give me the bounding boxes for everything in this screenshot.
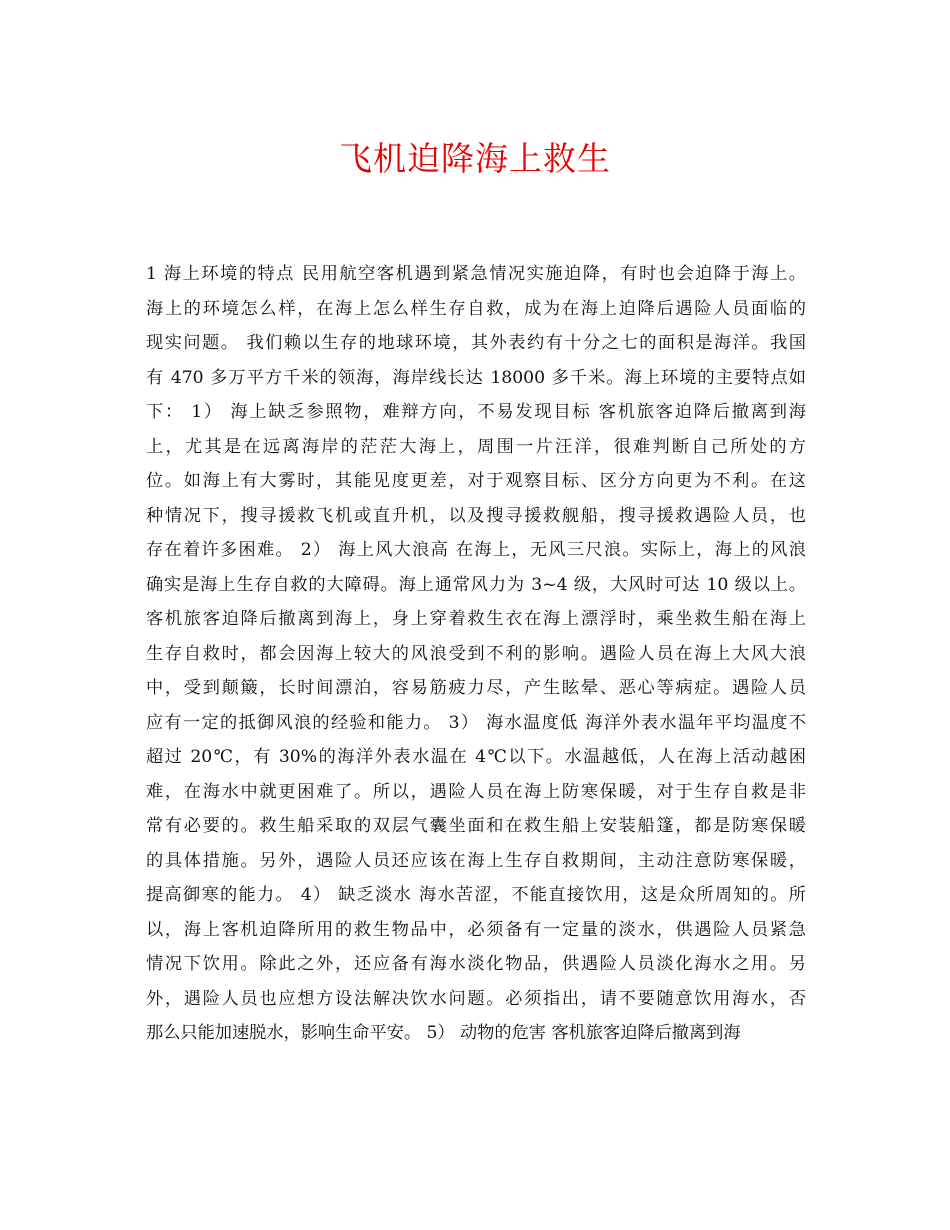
body-line: 上，尤其是在远离海岸的茫茫大海上，周围一片汪洋，很难判断自己所处的方 [146, 436, 806, 457]
body-line: 下： 1） 海上缺乏参照物，难辩方向，不易发现目标 客机旅客迫降后撤离到海 [146, 402, 806, 422]
body-line: 超过 20℃，有 30%的海洋外表水温在 4℃以下。水温越低，人在海上活动越困 [146, 747, 806, 767]
body-line: 的具体措施。另外，遇险人员还应该在海上生存自救期间，主动注意防寒保暖， [146, 850, 806, 871]
document-body [146, 257, 806, 1051]
body-line: 生存自救时，都会因海上较大的风浪受到不利的影响。遇险人员在海上大风大浪 [146, 643, 806, 664]
document-title: 飞机迫降海上救生 [339, 139, 611, 178]
body-line: 种情况下，搜寻援救飞机或直升机，以及搜寻援救舰船，搜寻援救遇险人员，也 [146, 505, 806, 526]
body-line: 中，受到颠簸，长时间漂泊，容易筋疲力尽，产生眩晕、恶心等病症。遇险人员 [146, 678, 806, 698]
body-line: 有 470 多万平方千米的领海，海岸线长达 18000 多千米。海上环境的主要特点如 [146, 367, 806, 388]
body-line: 应有一定的抵御风浪的经验和能力。 3） 海水温度低 海洋外表水温年平均温度不 [146, 712, 806, 733]
body-line: 位。如海上有大雾时，其能见度更差，对于观察目标、区分方向更为不利。在这 [146, 471, 806, 491]
body-line: 客机旅客迫降后撤离到海上，身上穿着救生衣在海上漂浮时，乘坐救生船在海上 [146, 609, 806, 629]
body-line: 那么只能加速脱水，影响生命平安。 5） 动物的危害 客机旅客迫降后撤离到海 [146, 1023, 741, 1043]
body-line: 常有必要的。救生船采取的双层气囊坐面和在救生船上安装船篷，都是防寒保暖 [146, 816, 806, 836]
body-line: 现实问题。 我们赖以生存的地球环境，其外表约有十分之七的面积是海洋。我国 [146, 333, 806, 353]
body-line: 外，遇险人员也应想方设法解决饮水问题。必须指出，请不要随意饮用海水，否 [146, 988, 806, 1009]
body-line: 以，海上客机迫降所用的救生物品中，必须备有一定量的淡水，供遇险人员紧急 [146, 919, 806, 940]
body-line: 海上的环境怎么样，在海上怎么样生存自救，成为在海上迫降后遇险人员面临的 [146, 298, 806, 319]
body-line: 1 海上环境的特点 民用航空客机遇到紧急情况实施迫降，有时也会迫降于海上。 [146, 264, 806, 284]
body-line: 难，在海水中就更困难了。所以，遇险人员在海上防寒保暖，对于生存自救是非 [146, 781, 806, 802]
body-line: 存在着许多困难。 2） 海上风大浪高 在海上，无风三尺浪。实际上，海上的风浪 [146, 540, 806, 560]
body-line: 确实是海上生存自救的大障碍。海上通常风力为 3~4 级，大风时可达 10 级以上。 [146, 574, 806, 595]
body-line: 情况下饮用。除此之外，还应备有海水淡化物品，供遇险人员淡化海水之用。另 [146, 954, 806, 974]
body-line: 提高御寒的能力。 4） 缺乏淡水 海水苦涩，不能直接饮用，这是众所周知的。所 [146, 885, 806, 905]
